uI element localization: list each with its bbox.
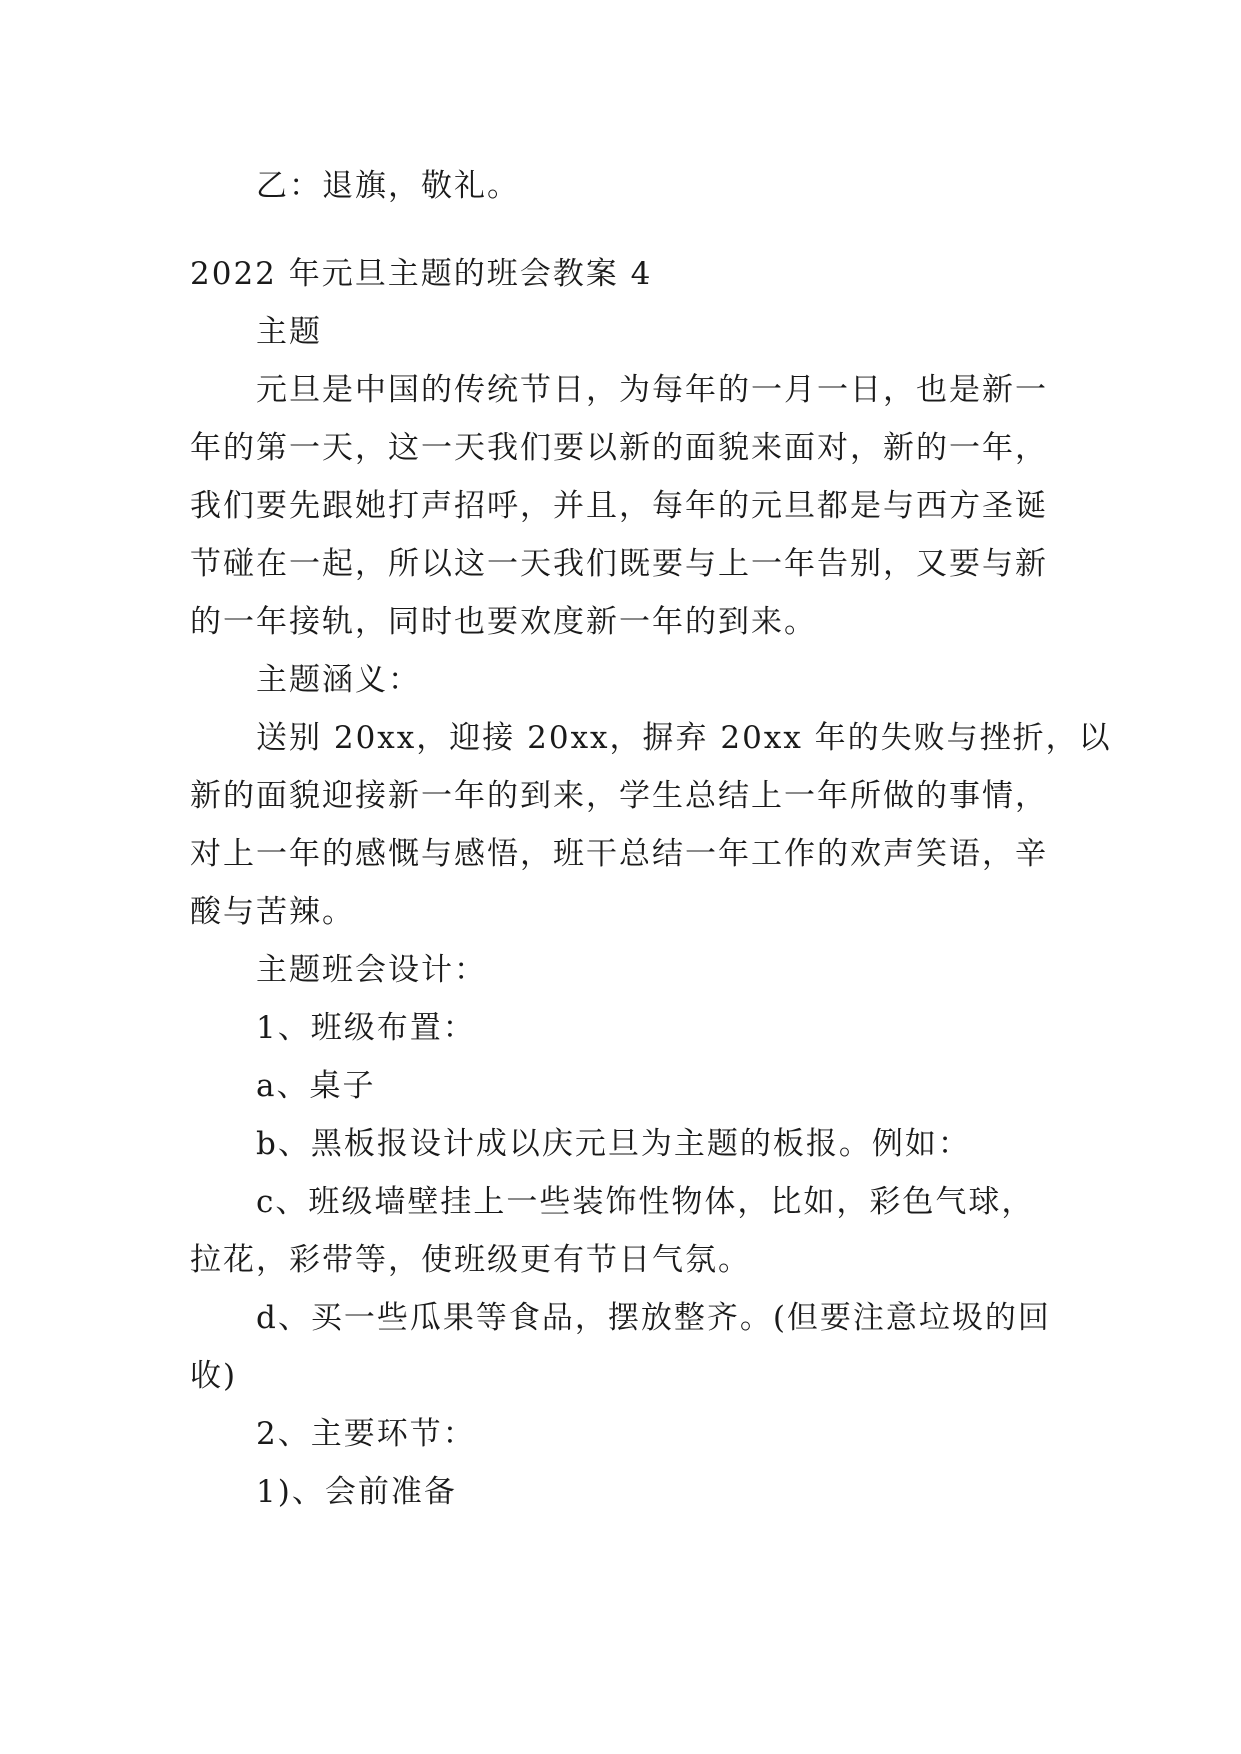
section-heading: 2022 年元旦主题的班会教案 4 bbox=[190, 256, 653, 292]
paragraph-line: 送别 20xx，迎接 20xx，摒弃 20xx 年的失败与挫折，以 bbox=[256, 720, 1112, 756]
paragraph-line: 节碰在一起，所以这一天我们既要与上一年告别，又要与新 bbox=[190, 546, 1048, 582]
list-item: c、班级墙壁挂上一些装饰性物体，比如，彩色气球， bbox=[256, 1184, 1035, 1220]
paragraph-line: 的一年接轨，同时也要欢度新一年的到来。 bbox=[190, 604, 817, 640]
subheading-line: 主题 bbox=[256, 314, 322, 350]
paragraph-line: 对上一年的感慨与感悟，班干总结一年工作的欢声笑语，辛 bbox=[190, 836, 1048, 872]
paragraph-line: 元旦是中国的传统节日，为每年的一月一日，也是新一 bbox=[256, 372, 1048, 408]
list-item: b、黑板报设计成以庆元旦为主题的板报。例如： bbox=[256, 1126, 971, 1162]
paragraph-line: 新的面貌迎接新一年的到来，学生总结上一年所做的事情， bbox=[190, 778, 1048, 814]
subheading-line: 主题涵义： bbox=[256, 662, 421, 698]
list-item: 2、主要环节： bbox=[256, 1416, 476, 1452]
list-item: 1)、会前准备 bbox=[256, 1474, 457, 1510]
paragraph-line: 乙：退旗，敬礼。 bbox=[256, 168, 520, 204]
list-item: d、买一些瓜果等食品，摆放整齐。(但要注意垃圾的回 bbox=[256, 1300, 1051, 1336]
paragraph-line: 酸与苦辣。 bbox=[190, 894, 355, 930]
list-item: 1、班级布置： bbox=[256, 1010, 476, 1046]
list-item: a、桌子 bbox=[256, 1068, 376, 1104]
paragraph-line: 我们要先跟她打声招呼，并且，每年的元旦都是与西方圣诞 bbox=[190, 488, 1048, 524]
list-item-continuation: 收) bbox=[190, 1358, 238, 1394]
list-item-continuation: 拉花，彩带等，使班级更有节日气氛。 bbox=[190, 1242, 751, 1278]
subheading-line: 主题班会设计： bbox=[256, 952, 487, 988]
paragraph-line: 年的第一天，这一天我们要以新的面貌来面对，新的一年， bbox=[190, 430, 1048, 466]
